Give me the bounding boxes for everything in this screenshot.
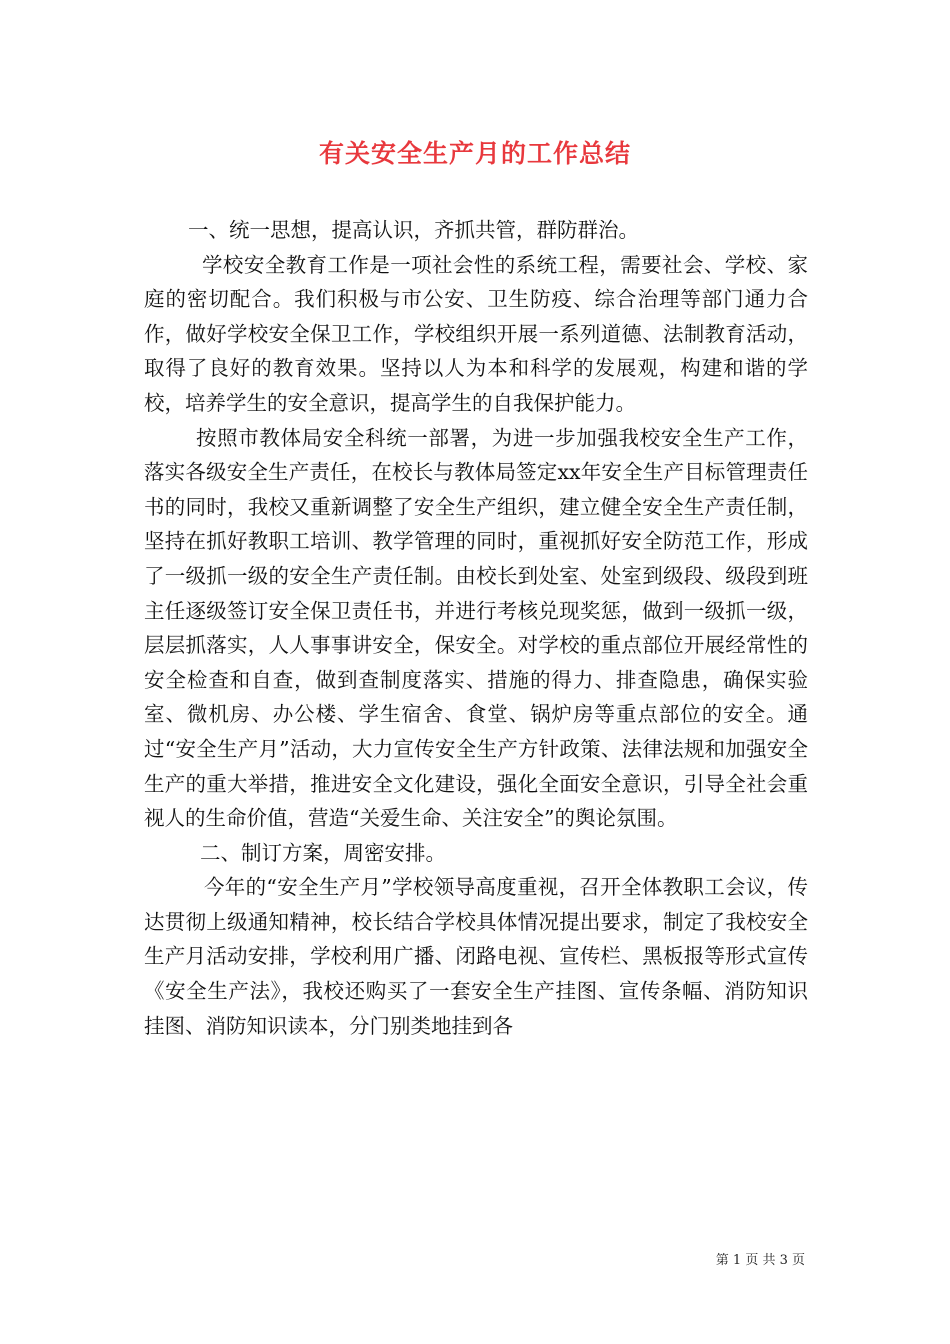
paragraph-heading-1: 一、统一思想，提高认识，齐抓共管，群防群治。 [188, 218, 639, 242]
document-body [144, 213, 808, 1043]
paragraph: 按照市教体局安全科统一部署，为进一步加强我校安全生产工作，落实各级安全生产责任，在校长与教体局签定xx年安全生产目标管理责任书的同时，我校又重新调整了安全生产组织，建立健全安全生产责任制，坚持在抓好教职工培训、教学管理的同时，重视抓好安全防范工作，形成了一级抓一级的安全生产责任制。由校长到处室、处室到级段、级段到班主任逐级签订安全保卫责任书，并进行考核兑现奖惩，做到一级抓一级，层层抓落实，人人事事讲安全，保安全。对学校的重点部位开展经常性的安全检查和自查，做到查制度落实、措施的得力、排查隐患，确保实验室、微机房、办公楼、学生宿舍、食堂、锅炉房等重点部位的安全。通过“安全生产月”活动，大力宣传安全生产方针政策、法律法规和加强安全生产的重大举措，推进安全文化建设，强化全面安全意识，引导全社会重视人的生命价值，营造“关爱生命、关注安全”的舆论氛围。 [144, 425, 808, 831]
paragraph-heading-2: 二、制订方案，周密安排。 [200, 840, 446, 865]
paragraph: 学校安全教育工作是一项社会性的系统工程，需要社会、学校、家庭的密切配合。我们积极与市公安、卫生防疫、综合治理等部门通力合作，做好学校安全保卫工作，学校组织开展一系列道德、法制教育活动，取得了良好的教育效果。坚持以人为本和科学的发展观，构建和谐的学校，培养学生的安全意识，提高学生的自我保护能力。 [144, 252, 808, 415]
paragraph: 今年的“安全生产月”学校领导高度重视，召开全体教职工会议，传达贯彻上级通知精神，校长结合学校具体情况提出要求，制定了我校安全生产月活动安排，学校利用广播、闭路电视、宣传栏、黑板报等形式宣传《安全生产法》，我校还购买了一套安全生产挂图、宣传条幅、消防知识挂图、消防知识读本，分门别类地挂到各 [144, 875, 808, 1038]
page-number: 第 1 页 共 3 页 [715, 1253, 805, 1268]
document-title: 有关安全生产月的工作总结 [318, 139, 631, 168]
